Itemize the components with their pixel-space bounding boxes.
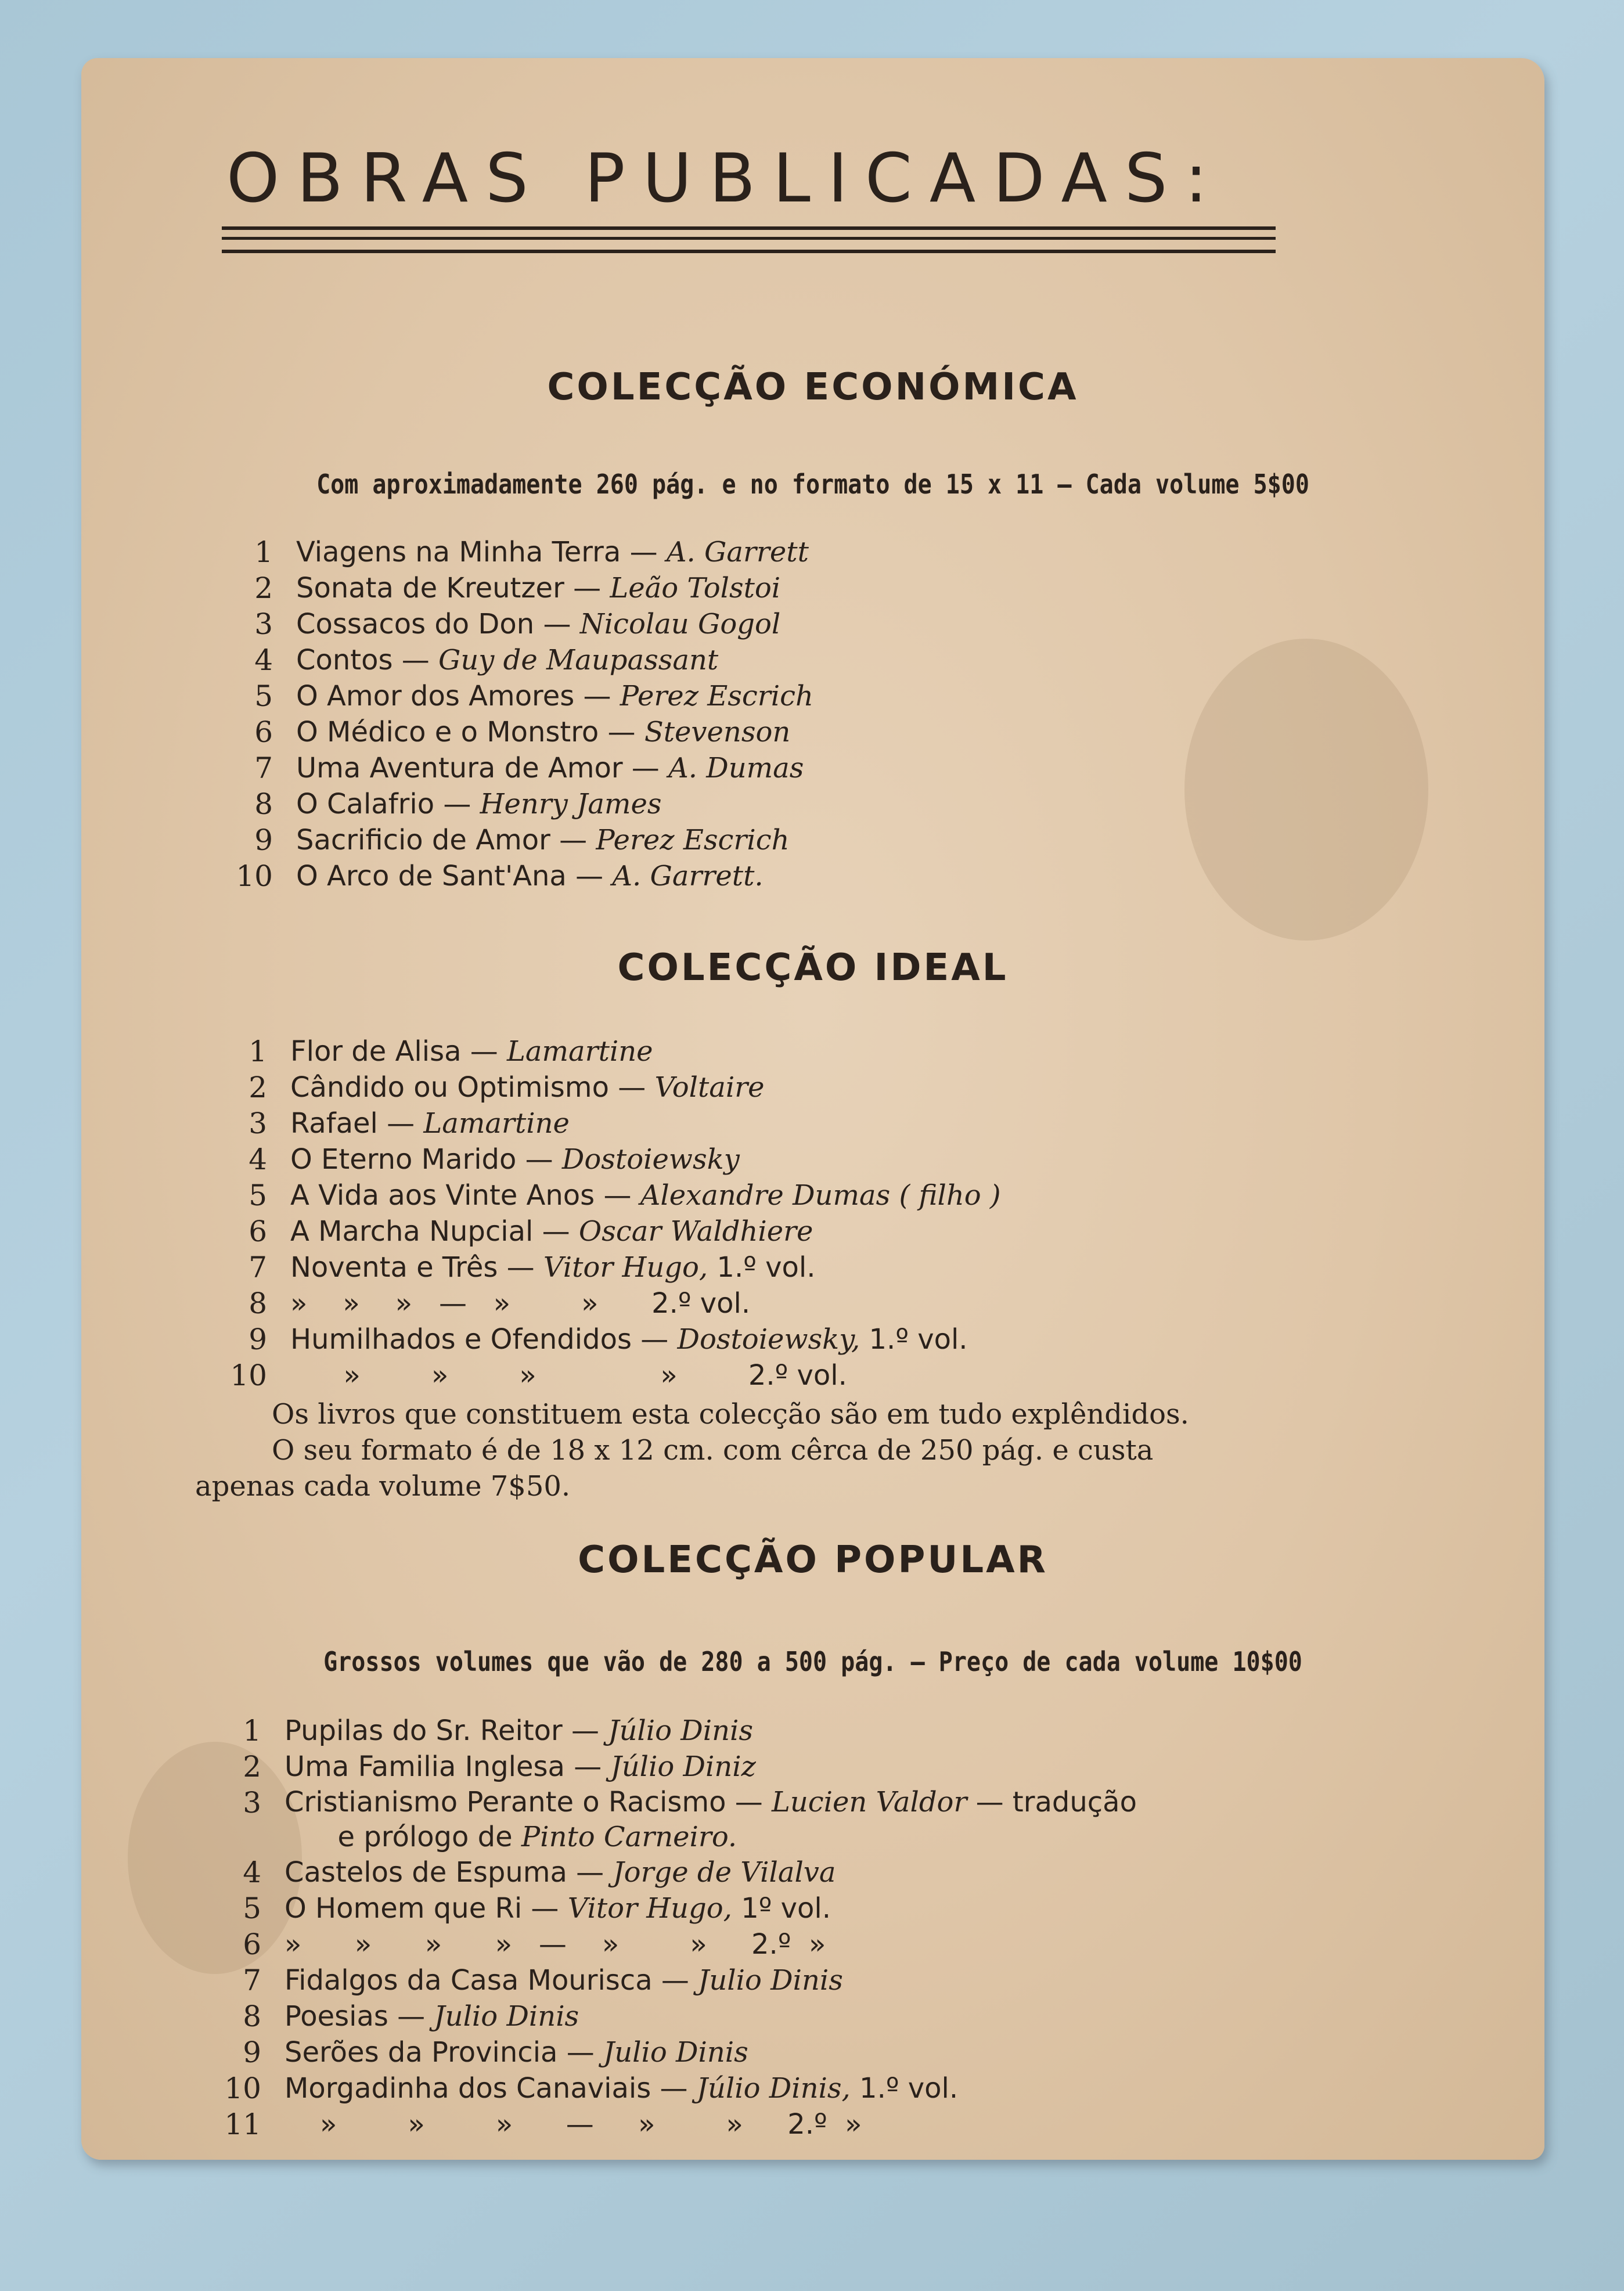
ditto-marks: » » » » — » » <box>285 1928 707 1961</box>
book-title: Rafael — <box>290 1107 415 1140</box>
ditto-marks: » » » — » » <box>290 1287 599 1320</box>
volume-label: 1.º vol. <box>716 1251 816 1284</box>
item-number: 4 <box>254 643 273 677</box>
book-author: Henry James <box>480 788 662 820</box>
book-title: Uma Aventura de Amor — <box>296 752 660 784</box>
ditto-marks: » » » — » » <box>285 2108 743 2141</box>
item-number: 6 <box>243 1928 261 1961</box>
item-number: 2 <box>243 1750 261 1784</box>
item-number: 8 <box>243 2000 261 2033</box>
item-number: 5 <box>243 1892 261 1925</box>
volume-label: 2.º » <box>787 2108 862 2141</box>
item-number: 3 <box>249 1107 267 1140</box>
list-item <box>232 534 1510 570</box>
list-item <box>226 1285 1504 1321</box>
book-list-popular <box>221 1713 1527 2142</box>
list-item <box>226 1213 1504 1249</box>
list-item <box>226 1069 1504 1105</box>
book-title: Uma Familia Inglesa — <box>285 1750 602 1783</box>
volume-label: 2.º vol. <box>651 1287 751 1320</box>
collection-note: Os livros que constituem esta colecção são em tudo explêndidos. <box>272 1398 1189 1431</box>
item-number: 1 <box>243 1714 261 1748</box>
list-item <box>232 786 1510 822</box>
list-item <box>221 1854 1527 1890</box>
book-title: Castelos de Espuma — <box>285 1856 604 1889</box>
list-item <box>221 1713 1527 1749</box>
list-item <box>232 606 1510 642</box>
list-item <box>221 1998 1527 2034</box>
list-item <box>232 570 1510 606</box>
item-number: 5 <box>249 1179 267 1212</box>
book-author: Vitor Hugo, <box>543 1251 708 1284</box>
item-number: 11 <box>224 2108 261 2141</box>
book-author: Vitor Hugo, <box>567 1892 732 1925</box>
page-heading: OBRAS PUBLICADAS: <box>226 139 1225 218</box>
volume-label: 2.º vol. <box>748 1359 847 1392</box>
list-item <box>232 714 1510 750</box>
book-title: Fidalgos da Casa Mourisca — <box>285 1964 689 1997</box>
item-number: 8 <box>254 787 273 821</box>
book-title: O Arco de Sant'Ana — <box>296 860 604 892</box>
book-author: Nicolau Gogol <box>579 608 781 640</box>
volume-label: 1º vol. <box>741 1892 831 1925</box>
book-title: Serões da Provincia — <box>285 2036 595 2069</box>
item-number: 10 <box>224 2072 261 2105</box>
item-number: 4 <box>249 1143 267 1176</box>
book-list-economica <box>232 534 1510 894</box>
item-number: 3 <box>254 607 273 641</box>
prologue-label: e prólogo de <box>337 1821 513 1853</box>
item-number: 6 <box>249 1215 267 1248</box>
item-number: 9 <box>243 2036 261 2069</box>
list-item <box>221 1785 1527 1854</box>
list-item <box>221 1890 1527 1926</box>
book-author: Julio Dinis <box>434 2000 579 2033</box>
book-title: Morgadinha dos Canaviais — <box>285 2072 688 2105</box>
item-number: 7 <box>254 751 273 785</box>
list-item <box>226 1177 1504 1213</box>
list-item <box>226 1249 1504 1285</box>
book-title: O Calafrio — <box>296 788 471 820</box>
book-title: Poesias — <box>285 2000 426 2033</box>
list-item <box>221 2070 1527 2106</box>
section-title-ideal: COLECÇÃO IDEAL <box>617 946 1009 989</box>
book-author: Voltaire <box>654 1071 765 1104</box>
item-number: 1 <box>254 535 273 569</box>
list-item <box>221 2106 1527 2142</box>
list-item <box>232 750 1510 786</box>
book-title: Cossacos do Don — <box>296 608 571 640</box>
book-author: Lucien Valdor <box>771 1786 967 1818</box>
volume-label: 1.º vol. <box>859 2072 959 2105</box>
book-author: Guy de Maupassant <box>438 644 719 676</box>
book-author: Júlio Dinis <box>608 1714 754 1747</box>
book-author: A. Garrett <box>666 536 809 568</box>
list-item <box>221 1749 1527 1785</box>
list-item <box>232 822 1510 858</box>
list-item <box>226 1321 1504 1357</box>
book-title: Pupilas do Sr. Reitor — <box>285 1714 599 1747</box>
book-title: Cândido ou Optimismo — <box>290 1071 646 1104</box>
book-author: Dostoiewsky <box>561 1143 740 1176</box>
item-number: 10 <box>236 859 273 893</box>
book-author: Stevenson <box>644 716 791 748</box>
collection-note: O seu formato é de 18 x 12 cm. com cêrca de 250 pág. e custa <box>272 1434 1154 1467</box>
book-author: Júlio Diniz <box>610 1750 756 1783</box>
book-title: O Amor dos Amores — <box>296 680 611 712</box>
list-item <box>221 2034 1527 2070</box>
list-item <box>226 1033 1504 1069</box>
book-title: Humilhados e Ofendidos — <box>290 1323 669 1356</box>
section-subtitle-economica: Com aproximadamente 260 pág. e no formato de 15 x 11 — Cada volume 5$00 <box>316 469 1309 500</box>
book-author: Perez Escrich <box>620 680 813 712</box>
book-title: O Médico e o Monstro — <box>296 716 636 748</box>
book-author: Júlio Dinis, <box>696 2072 851 2105</box>
volume-label: 2.º » <box>751 1928 826 1961</box>
book-title: Sonata de Kreutzer — <box>296 572 602 604</box>
item-number: 7 <box>249 1251 267 1284</box>
book-author: Perez Escrich <box>596 824 790 856</box>
list-item <box>226 1357 1504 1393</box>
item-number: 3 <box>243 1786 261 1820</box>
book-author: A. Garrett. <box>612 860 764 892</box>
list-item <box>232 678 1510 714</box>
list-item <box>221 1926 1527 1962</box>
item-number: 5 <box>254 679 273 713</box>
section-subtitle-popular: Grossos volumes que vão de 280 a 500 pág. — Preço de cada volume 10$00 <box>323 1647 1302 1678</box>
book-author: Oscar Waldhiere <box>578 1215 813 1248</box>
book-title: Flor de Alisa — <box>290 1035 498 1068</box>
item-number: 7 <box>243 1964 261 1997</box>
list-item <box>226 1141 1504 1177</box>
translation-label: — tradução <box>975 1786 1137 1818</box>
book-title: Viagens na Minha Terra — <box>296 536 658 568</box>
item-number: 10 <box>230 1359 267 1392</box>
book-author: Pinto Carneiro. <box>521 1821 737 1853</box>
book-back-cover <box>81 58 1544 2160</box>
book-title: Sacrificio de Amor — <box>296 824 588 856</box>
book-title: Noventa e Três — <box>290 1251 535 1284</box>
ditto-marks: » » » » <box>290 1359 678 1392</box>
book-author: Julio Dinis <box>603 2036 748 2069</box>
volume-label: 1.º vol. <box>869 1323 968 1356</box>
item-number: 8 <box>249 1287 267 1320</box>
list-item <box>226 1105 1504 1141</box>
list-item <box>232 642 1510 678</box>
book-title: A Vida aos Vinte Anos — <box>290 1179 632 1212</box>
book-title: O Homem que Ri — <box>285 1892 559 1925</box>
book-title: O Eterno Marido — <box>290 1143 553 1176</box>
book-author: Leão Tolstoi <box>610 572 781 604</box>
item-number: 9 <box>254 823 273 857</box>
book-author: Jorge de Vilalva <box>613 1856 836 1889</box>
book-author: Alexandre Dumas ( filho ) <box>640 1179 1001 1212</box>
item-number: 9 <box>249 1323 267 1356</box>
book-author: Dostoiewsky, <box>677 1323 860 1356</box>
list-item <box>232 858 1510 894</box>
section-title-economica: COLECÇÃO ECONÓMICA <box>547 366 1079 409</box>
collection-note: apenas cada volume 7$50. <box>195 1470 571 1503</box>
book-title: Contos — <box>296 644 430 676</box>
section-title-popular: COLECÇÃO POPULAR <box>578 1539 1048 1582</box>
book-author: Lamartine <box>423 1107 570 1140</box>
item-number: 2 <box>254 571 273 605</box>
book-author: A. Dumas <box>668 752 804 784</box>
list-item <box>221 1962 1527 1998</box>
item-number: 2 <box>249 1071 267 1104</box>
book-author: Lamartine <box>507 1035 653 1068</box>
item-number: 6 <box>254 715 273 749</box>
book-title: Cristianismo Perante o Racismo — <box>285 1786 763 1818</box>
item-number: 4 <box>243 1856 261 1889</box>
heading-rule <box>222 226 1276 253</box>
book-list-ideal <box>226 1033 1504 1393</box>
book-title: A Marcha Nupcial — <box>290 1215 570 1248</box>
item-number: 1 <box>249 1035 267 1068</box>
book-author: Julio Dinis <box>698 1964 843 1997</box>
